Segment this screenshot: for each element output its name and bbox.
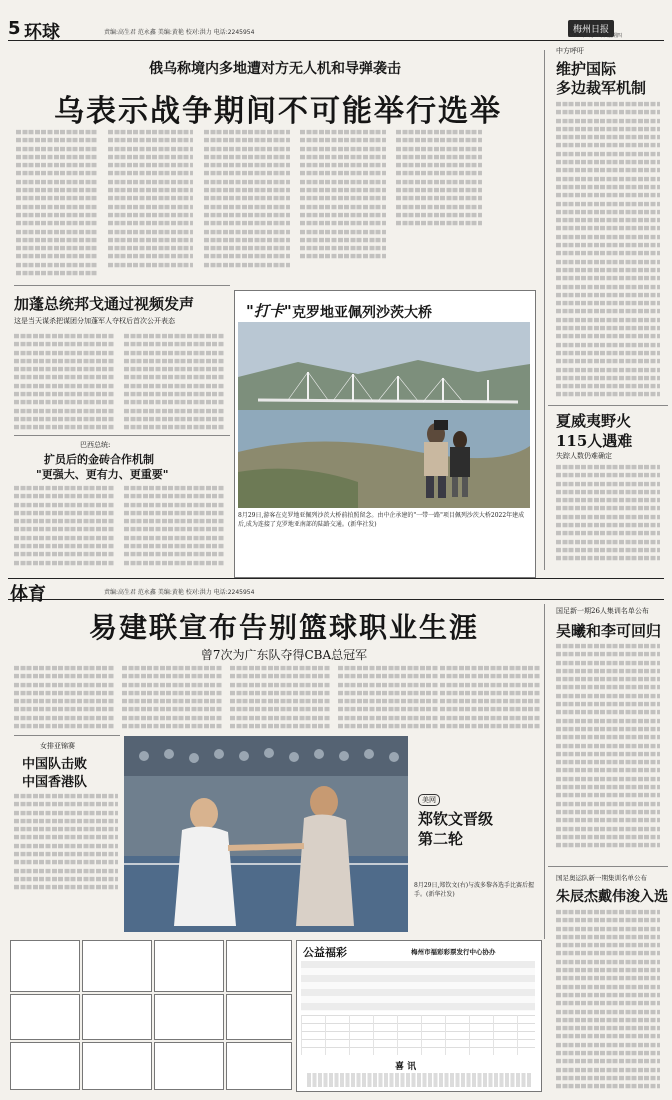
sidebar-headline-1: 维护国际 xyxy=(556,60,617,78)
zheng-caption: 8月29日,郑钦文(右)与波多黎各选手比赛后握手。(新华社发) xyxy=(414,882,535,898)
hawaii-kicker: 失踪人数仍难确定 xyxy=(556,452,612,460)
yi-headline: 易建联宣布告别篮球职业生涯 xyxy=(88,611,479,644)
women-kicker: 女排亚锦赛 xyxy=(40,742,75,750)
brics-kicker: 巴西总统: xyxy=(80,441,111,449)
bridge-credit: (新华社发) xyxy=(347,520,377,528)
zheng-headline-2: 第二轮 xyxy=(418,830,464,848)
lottery-box xyxy=(10,1042,80,1090)
women-headline-1: 中国队击败 xyxy=(22,757,88,772)
tennis-photo xyxy=(124,736,408,932)
zhu-kicker: 国足奥运队新一期集训名单公布 xyxy=(556,874,647,882)
zheng-credit: (新华社发) xyxy=(426,890,455,898)
gabon-subhead: 这是当天谋杀把谋团分加蓬军人夺权后首次公开表态 xyxy=(14,317,175,325)
yi-body-5 xyxy=(440,664,540,730)
welfare-lottery-panel xyxy=(296,940,542,1092)
zheng-headline-1: 郑钦文晋级 xyxy=(418,810,494,828)
section-title: 环球 xyxy=(24,22,60,43)
bridge-photo xyxy=(238,322,530,508)
yi-body-1 xyxy=(14,664,114,730)
gabon-headline: 加蓬总统邦戈通过视频发声 xyxy=(14,295,195,313)
lottery-announcement-text xyxy=(307,1073,531,1087)
sports-editor-line: 责编:高生君 范永鑫 美编:黄艳 校对:洪力 电话:2245954 xyxy=(104,589,255,596)
issue-date: 2023年8月31日 星期四 xyxy=(568,33,622,39)
zheng-kicker: 美网 xyxy=(418,794,440,806)
column-rule xyxy=(544,50,547,570)
lottery-results-grid xyxy=(10,940,292,1090)
brics-label-1: 扩员后的金砖合作机制 xyxy=(44,453,154,466)
zhu-headline: 朱辰杰戴伟浚入选 xyxy=(556,889,668,905)
bridge-headline: 克罗地亚佩列沙茨大桥 xyxy=(292,305,432,321)
lead-body xyxy=(16,128,536,283)
wu-kicker: 国足新一期26人集训名单公布 xyxy=(556,607,649,615)
lottery-box xyxy=(226,994,292,1040)
gabon-body-left xyxy=(14,332,114,432)
hawaii-sub: 115人遇难 xyxy=(556,432,633,450)
lottery-box xyxy=(226,1042,292,1090)
lottery-box xyxy=(10,994,80,1040)
bridge-caption: 8月29日,游客在克罗地亚佩列沙茨大桥前拍照留念。由中企承建的"一带一路"项目佩列沙茨大桥2022年建成后,成为连接了克罗地亚南部的陆路交通。(新华社发) xyxy=(238,512,525,528)
yi-body-4 xyxy=(338,664,438,730)
bridge-kicker: "打卡" xyxy=(246,302,292,320)
women-headline-2: 中国香港队 xyxy=(22,775,88,790)
hawaii-headline: 夏威夷野火 xyxy=(556,412,632,430)
lottery-box xyxy=(82,994,152,1040)
wu-headline: 吴曦和李可回归 xyxy=(556,622,662,640)
lottery-announcement: 喜 讯 xyxy=(395,1062,417,1072)
lottery-box xyxy=(82,940,152,992)
page-number: 5 xyxy=(8,18,21,39)
lottery-box xyxy=(154,940,224,992)
newspaper-logo: 梅州日报 xyxy=(568,20,614,37)
yi-body-2 xyxy=(122,664,222,730)
women-body xyxy=(14,792,118,892)
yi-subhead: 曾7次为广东队夺得CBA总冠军 xyxy=(200,648,368,662)
gabon-body-right xyxy=(124,332,224,432)
wu-body xyxy=(556,642,660,849)
lottery-draw-table xyxy=(301,961,535,1011)
lottery-box xyxy=(154,994,224,1040)
brics-body-left xyxy=(14,484,114,567)
lottery-box xyxy=(10,940,80,992)
brics-label-2: "更强大、更有力、更重要" xyxy=(36,468,169,481)
lottery-center: 梅州市福彩彩票发行中心协办 xyxy=(411,948,496,956)
lottery-box xyxy=(154,1042,224,1090)
brics-body-right xyxy=(124,484,224,567)
yi-body-3 xyxy=(230,664,330,730)
lottery-title: 公益福彩 xyxy=(303,946,347,959)
editor-line: 责编:高生君 范永鑫 美编:黄艳 校对:洪力 电话:2245954 xyxy=(104,29,255,36)
section-header xyxy=(8,18,664,41)
lottery-prize-table xyxy=(301,1015,535,1055)
sidebar-kicker: 中方呼吁 xyxy=(556,47,584,55)
lottery-box xyxy=(82,1042,152,1090)
sports-header xyxy=(8,578,664,605)
hawaii-body xyxy=(556,463,660,563)
zhu-body xyxy=(556,908,660,1091)
lottery-box xyxy=(226,940,292,992)
sports-section-title: 体育 xyxy=(10,584,46,605)
sidebar-headline-2: 多边裁军机制 xyxy=(556,79,647,97)
sidebar-body xyxy=(556,100,660,399)
lead-kicker: 俄乌称境内多地遭对方无人机和导弹袭击 xyxy=(149,61,401,77)
lead-headline: 乌表示战争期间不可能举行选举 xyxy=(54,94,502,129)
